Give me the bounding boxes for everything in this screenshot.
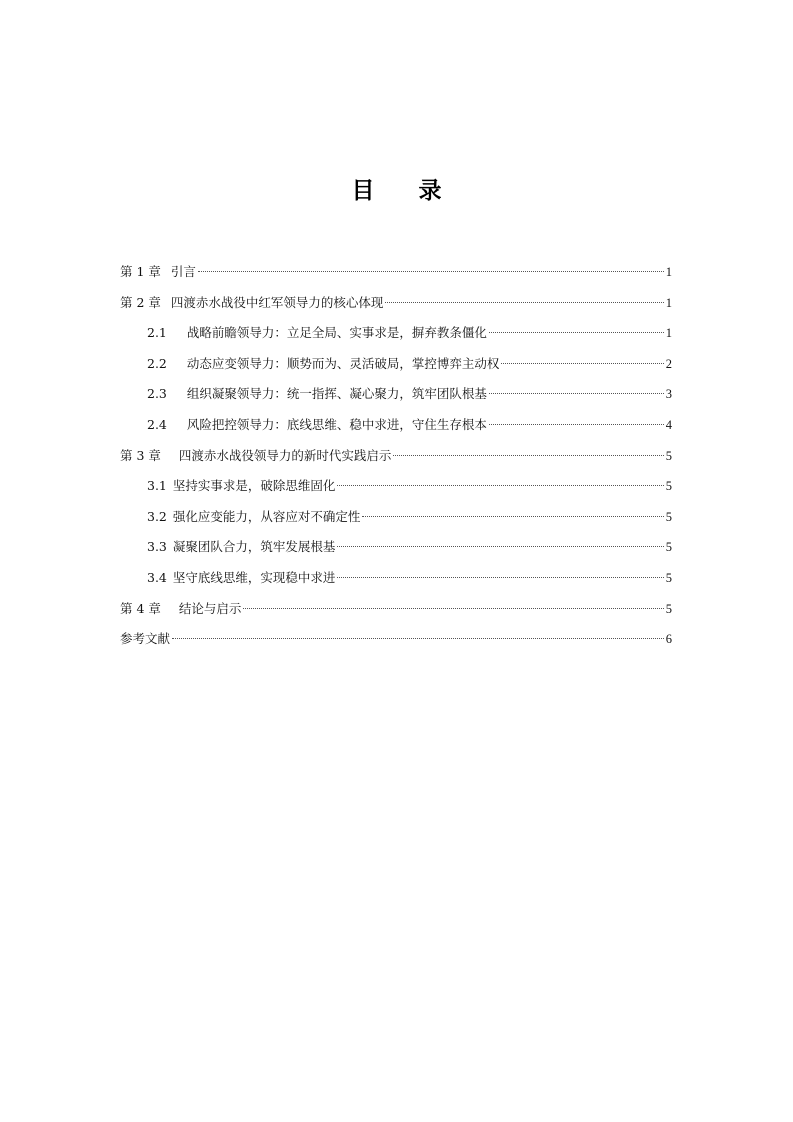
toc-entry-section-2-4[interactable] (120, 411, 672, 442)
toc-entry-text: 四渡赤水战役中红军领导力的核心体现 (170, 294, 384, 310)
toc-entry-section-2-1[interactable] (120, 319, 672, 350)
toc-dot-leader (337, 577, 663, 578)
toc-entry-page: 5 (665, 570, 672, 585)
toc-entry-section-2-2[interactable] (120, 350, 672, 381)
toc-entry-label (120, 595, 241, 623)
toc-entry-label (147, 503, 360, 531)
toc-dot-leader (501, 363, 663, 364)
toc-entry-label (147, 319, 487, 347)
toc-entry-section-3-3[interactable] (120, 533, 672, 564)
toc-entry-references[interactable] (120, 625, 672, 656)
toc-list (120, 258, 672, 656)
toc-entry-number: 2.2 (147, 355, 167, 371)
toc-entry-page: 5 (665, 540, 672, 555)
toc-entry-page: 5 (665, 479, 672, 494)
toc-entry-label (147, 564, 335, 592)
toc-dot-leader (243, 608, 663, 609)
toc-entry-label (147, 472, 335, 500)
toc-entry-number: 3.2 (147, 508, 167, 524)
toc-entry-page: 1 (665, 265, 672, 279)
toc-entry-number: 3.4 (147, 569, 167, 585)
toc-entry-number: 2.1 (147, 325, 167, 341)
toc-entry-text: 战略前瞻领导力：立足全局、实事求是，摒弃教条僵化 (186, 325, 487, 341)
toc-entry-number: 第 1 章 (120, 264, 161, 279)
toc-dot-leader (337, 485, 663, 486)
toc-entry-page: 3 (665, 387, 672, 402)
toc-dot-leader (362, 516, 663, 517)
toc-dot-leader (172, 638, 664, 639)
toc-entry-number: 2.3 (147, 386, 167, 402)
toc-entry-page: 5 (665, 509, 672, 524)
toc-entry-text: 动态应变领导力：顺势而为、灵活破局，掌控博弈主动权 (186, 355, 500, 371)
toc-entry-label (120, 625, 170, 653)
toc-entry-page: 2 (665, 356, 672, 371)
toc-entry-label (147, 411, 487, 439)
toc-entry-label (147, 533, 335, 561)
toc-entry-text: 引言 (170, 264, 196, 279)
toc-entry-text: 组织凝聚领导力：统一指挥、凝心聚力，筑牢团队根基 (186, 386, 487, 402)
toc-dot-leader (198, 271, 664, 272)
toc-entry-number: 第 3 章 (120, 447, 161, 463)
toc-entry-section-2-3[interactable] (120, 380, 672, 411)
toc-entry-text: 参考文献 (120, 631, 171, 647)
toc-entry-text: 风险把控领导力：底线思维、稳中求进，守住生存根本 (186, 416, 487, 432)
toc-entry-number: 第 2 章 (120, 294, 161, 310)
toc-entry-number: 第 4 章 (120, 600, 161, 616)
toc-title: 目 录 (351, 178, 460, 204)
toc-dot-leader (385, 302, 663, 303)
toc-entry-chapter-1[interactable] (120, 258, 672, 289)
toc-entry-page: 1 (665, 295, 672, 310)
toc-dot-leader (337, 546, 663, 547)
toc-entry-text: 坚守底线思维，实现稳中求进 (172, 569, 336, 585)
toc-entry-number: 2.4 (147, 416, 167, 432)
toc-entry-chapter-2[interactable] (120, 289, 672, 320)
toc-entry-number: 3.3 (147, 539, 167, 555)
toc-entry-chapter-4[interactable] (120, 595, 672, 626)
toc-entry-label (120, 289, 383, 317)
toc-entry-page: 5 (665, 448, 672, 463)
toc-entry-page: 4 (665, 417, 672, 432)
toc-entry-page: 5 (665, 601, 672, 616)
toc-entry-chapter-3[interactable] (120, 442, 672, 473)
toc-entry-section-3-1[interactable] (120, 472, 672, 503)
toc-dot-leader (393, 455, 663, 456)
toc-dot-leader (489, 424, 664, 425)
toc-dot-leader (489, 393, 664, 394)
toc-dot-leader (489, 332, 664, 333)
toc-entry-text: 凝聚团队合力，筑牢发展根基 (172, 539, 336, 555)
toc-entry-number: 3.1 (147, 478, 167, 494)
toc-entry-text: 坚持实事求是，破除思维固化 (172, 478, 336, 494)
toc-entry-label (147, 380, 487, 408)
toc-entry-text: 四渡赤水战役领导力的新时代实践启示 (178, 447, 392, 463)
toc-entry-page: 1 (665, 326, 672, 341)
toc-entry-text: 结论与启示 (178, 600, 242, 616)
toc-entry-label (120, 442, 391, 470)
toc-entry-section-3-2[interactable] (120, 503, 672, 534)
toc-entry-label (147, 350, 499, 378)
toc-entry-page: 6 (665, 632, 672, 647)
toc-entry-text: 强化应变能力，从容应对不确定性 (172, 508, 361, 524)
toc-entry-section-3-4[interactable] (120, 564, 672, 595)
toc-entry-label (120, 258, 196, 286)
